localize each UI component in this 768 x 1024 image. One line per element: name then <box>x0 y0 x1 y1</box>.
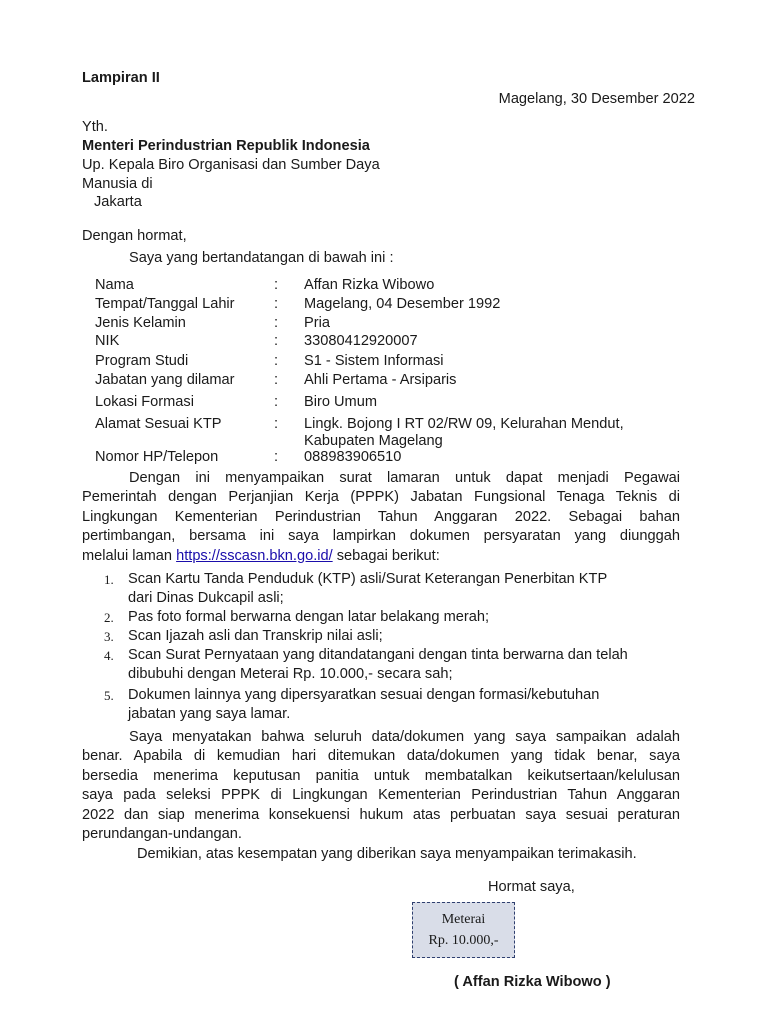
paragraph-line: Lingkungan Kementerian Perindustrian Tahun Anggaran 2022. Sebagai bahan <box>82 508 680 525</box>
field-value: S1 - Sistem Informasi <box>304 353 444 369</box>
list-text: Scan Kartu Tanda Penduduk (KTP) asli/Surat Keterangan Penerbitan KTP <box>128 571 608 587</box>
field-colon: : <box>274 315 279 331</box>
paragraph-line: Pemerintah dengan Perjanjian Kerja (PPPK) Jabatan Fungsional Tenaga Teknis di <box>82 489 680 506</box>
intro-text: Saya yang bertandatangan di bawah ini : <box>129 250 394 266</box>
list-text: Dokumen lainnya yang dipersyaratkan sesuai dengan formasi/kebutuhan <box>128 687 600 703</box>
field-label: Jenis Kelamin <box>95 315 186 331</box>
field-label: NIK <box>95 333 120 349</box>
field-colon: : <box>274 277 279 293</box>
field-label: Lokasi Formasi <box>95 394 194 410</box>
application-paragraph <box>82 469 680 566</box>
field-value: Affan Rizka Wibowo <box>304 277 435 293</box>
place-date: Magelang, 30 Desember 2022 <box>498 91 695 107</box>
field-value: 33080412920007 <box>304 333 418 349</box>
paragraph-line: Dengan ini menyampaikan surat lamaran untuk dapat menjadi Pegawai <box>129 470 680 486</box>
signature-name: ( Affan Rizka Wibowo ) <box>454 974 611 990</box>
list-text-line2: jabatan yang saya lamar. <box>128 706 291 722</box>
field-label: Alamat Sesuai KTP <box>95 416 222 432</box>
recipient-city: Jakarta <box>94 194 142 210</box>
recipient-salutation: Yth. <box>82 119 108 135</box>
paragraph-line: bersedia menerima keputusan panitia untuk membatalkan keikutsertaan/kelulusan <box>82 767 680 784</box>
field-colon: : <box>274 296 279 312</box>
recipient-name: Menteri Perindustrian Republik Indonesia <box>82 138 370 154</box>
field-label: Nama <box>95 277 134 293</box>
field-label: Jabatan yang dilamar <box>95 372 235 388</box>
paragraph-line: perundangan-undangan. <box>82 826 242 843</box>
field-colon: : <box>274 416 279 432</box>
field-label: Nomor HP/Telepon <box>95 449 219 465</box>
closing-text: Demikian, atas kesempatan yang diberikan saya menyampaikan terimakasih. <box>137 846 637 862</box>
list-text: Scan Surat Pernyataan yang ditandatangani dengan tinta berwarna dan telah <box>128 647 628 663</box>
stamp-line1: Meterai <box>441 912 486 927</box>
paragraph-line <box>82 547 680 566</box>
list-number: 2. <box>104 610 114 625</box>
list-text-line2: dibubuhi dengan Meterai Rp. 10.000,- secara sah; <box>128 666 453 682</box>
recipient-attn-line1: Up. Kepala Biro Organisasi dan Sumber Daya <box>82 157 380 173</box>
field-value: Lingk. Bojong I RT 02/RW 09, Kelurahan Mendut, <box>304 416 624 432</box>
recipient-attn-line2: Manusia di <box>82 176 153 192</box>
field-value: Biro Umum <box>304 394 377 410</box>
list-text: Pas foto formal berwarna dengan latar belakang merah; <box>128 609 490 625</box>
field-value: 088983906510 <box>304 449 402 465</box>
field-colon: : <box>274 372 279 388</box>
paragraph-line: benar. Apabila di kemudian hari ditemukan data/dokumen yang tidak benar, saya <box>82 748 680 765</box>
field-colon: : <box>274 353 279 369</box>
field-label: Tempat/Tanggal Lahir <box>95 296 235 312</box>
field-value: Pria <box>304 315 330 331</box>
paragraph-text: melalui laman <box>82 547 177 564</box>
paragraph-line: Saya menyatakan bahwa seluruh data/dokumen yang saya sampaikan adalah <box>129 729 680 745</box>
field-colon: : <box>274 333 279 349</box>
list-number: 3. <box>104 629 114 644</box>
greeting: Dengan hormat, <box>82 228 187 244</box>
field-value: Ahli Pertama - Arsiparis <box>304 372 457 388</box>
declaration-paragraph <box>82 728 680 844</box>
paragraph-line: 2022 dan siap menerima konsekuensi hukum atas perbuatan saya sesuai peraturan <box>82 806 680 823</box>
field-colon: : <box>274 394 279 410</box>
list-text: Scan Ijazah asli dan Transkrip nilai asli; <box>128 628 383 644</box>
paragraph-line: pertimbangan, bersama ini saya lampirkan dokumen persyaratan yang diunggah <box>82 528 680 545</box>
field-value: Magelang, 04 Desember 1992 <box>304 296 501 312</box>
list-number: 4. <box>104 648 114 663</box>
list-number: 5. <box>104 688 114 703</box>
field-value-line2: Kabupaten Magelang <box>304 433 443 449</box>
paragraph-line: saya pada seleksi PPPK di Lingkungan Kementerian Perindustrian Tahun Anggaran <box>82 787 680 804</box>
meterai-stamp <box>412 902 515 958</box>
signoff-text: Hormat saya, <box>488 879 575 895</box>
list-number: 1. <box>104 572 114 587</box>
attachment-label: Lampiran II <box>82 70 160 86</box>
paragraph-text: sebagai berikut: <box>332 547 440 564</box>
field-label: Program Studi <box>95 353 189 369</box>
sscasn-link[interactable]: https://sscasn.bkn.go.id/ <box>176 547 333 564</box>
list-text-line2: dari Dinas Dukcapil asli; <box>128 590 284 606</box>
field-colon: : <box>274 449 279 465</box>
stamp-line2: Rp. 10.000,- <box>428 933 499 948</box>
